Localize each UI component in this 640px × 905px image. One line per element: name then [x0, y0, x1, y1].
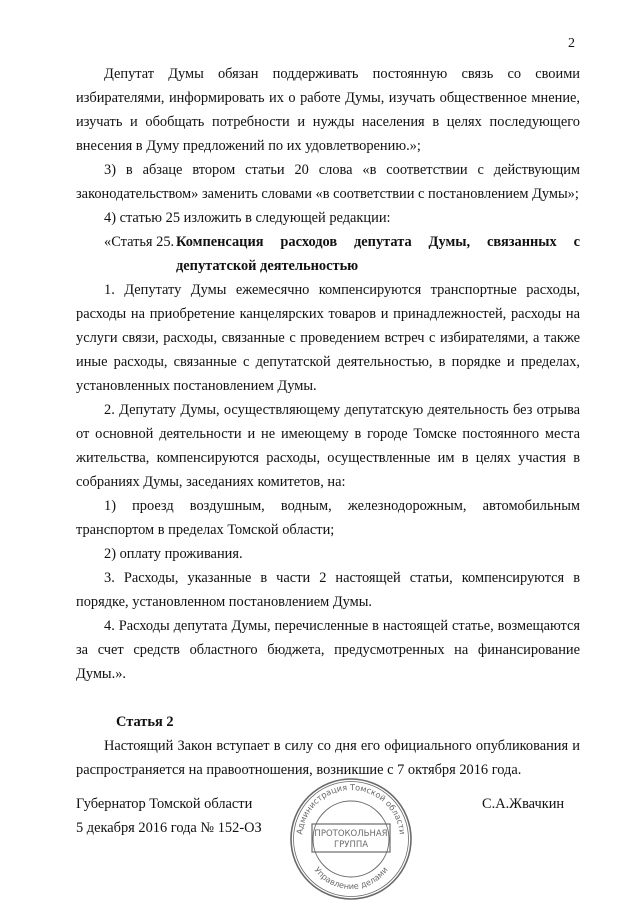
- date-and-number: 5 декабря 2016 года № 152-ОЗ: [76, 820, 262, 836]
- official-stamp: [288, 776, 414, 902]
- paragraph: 1. Депутату Думы ежемесячно компенсируются транспортные расходы, расходы на приобретение канцелярских товаров и принадлежностей, расходы на услуги связи, расходы, связанные с проведением встреч с избирателями, а также иные расходы, связанные с депутатской деятельностью, в порядке и пределах, установленных постановлением Думы.: [76, 282, 580, 394]
- paragraph: 4. Расходы депутата Думы, перечисленные в настоящей статье, возмещаются за счет средств областного бюджета, предусмотренных на финансирование Думы.».: [76, 618, 580, 682]
- article-25-title: Компенсация расходов депутата Думы, связанных с депутатской деятельностью: [176, 234, 580, 274]
- section-gap: [76, 686, 580, 710]
- stamp-ring-text: Администрация Томской области: [294, 781, 408, 836]
- governor-name: С.А.Жвачкин: [482, 796, 565, 812]
- article-25-prefix: «Статья 25.: [104, 234, 175, 250]
- stamp-box-line2: ГРУППА: [333, 840, 369, 850]
- article-25-heading: [76, 230, 580, 278]
- stamp-bottom-text: Управление делами: [312, 864, 390, 892]
- signature-block: [76, 792, 262, 840]
- stamp-box-line1: ПРОТОКОЛЬНАЯ: [314, 829, 388, 839]
- paragraph: 2) оплату проживания.: [104, 546, 243, 562]
- paragraph: 4) статью 25 изложить в следующей редакции:: [104, 210, 391, 226]
- paragraph: 3) в абзаце втором статьи 20 слова «в соответствии с действующим законодательством» заменить словами «в соответствии с постановлением Думы»;: [76, 162, 580, 202]
- article-2-text: Настоящий Закон вступает в силу со дня его официального опубликования и распространяется на правоотношения, возникшие с 7 октября 2016 года.: [76, 738, 580, 778]
- article-2-title: Статья 2: [116, 714, 174, 730]
- governor-position: Губернатор Томской области: [76, 796, 253, 812]
- paragraph: 3. Расходы, указанные в части 2 настоящей статьи, компенсируются в порядке, установленном постановлением Думы.: [76, 570, 580, 610]
- page-number: 2: [568, 36, 575, 51]
- paragraph: 2. Депутату Думы, осуществляющему депутатскую деятельность без отрыва от основной деятельности и не имеющему в городе Томске постоянного места жительства, компенсируются расходы, осуществленные им в целях участия в собраниях Думы, заседаниях комитетов, на:: [76, 402, 580, 490]
- document-body: [76, 62, 580, 782]
- paragraph: 1) проезд воздушным, водным, железнодорожным, автомобильным транспортом в пределах Томской области;: [76, 498, 580, 538]
- paragraph: Депутат Думы обязан поддерживать постоянную связь со своими избирателями, информировать их о работе Думы, изучать общественное мнение, изучать и обобщать потребности и нужды населения в целях последующего внесения в Думу предложений по их удовлетворению.»;: [76, 66, 580, 154]
